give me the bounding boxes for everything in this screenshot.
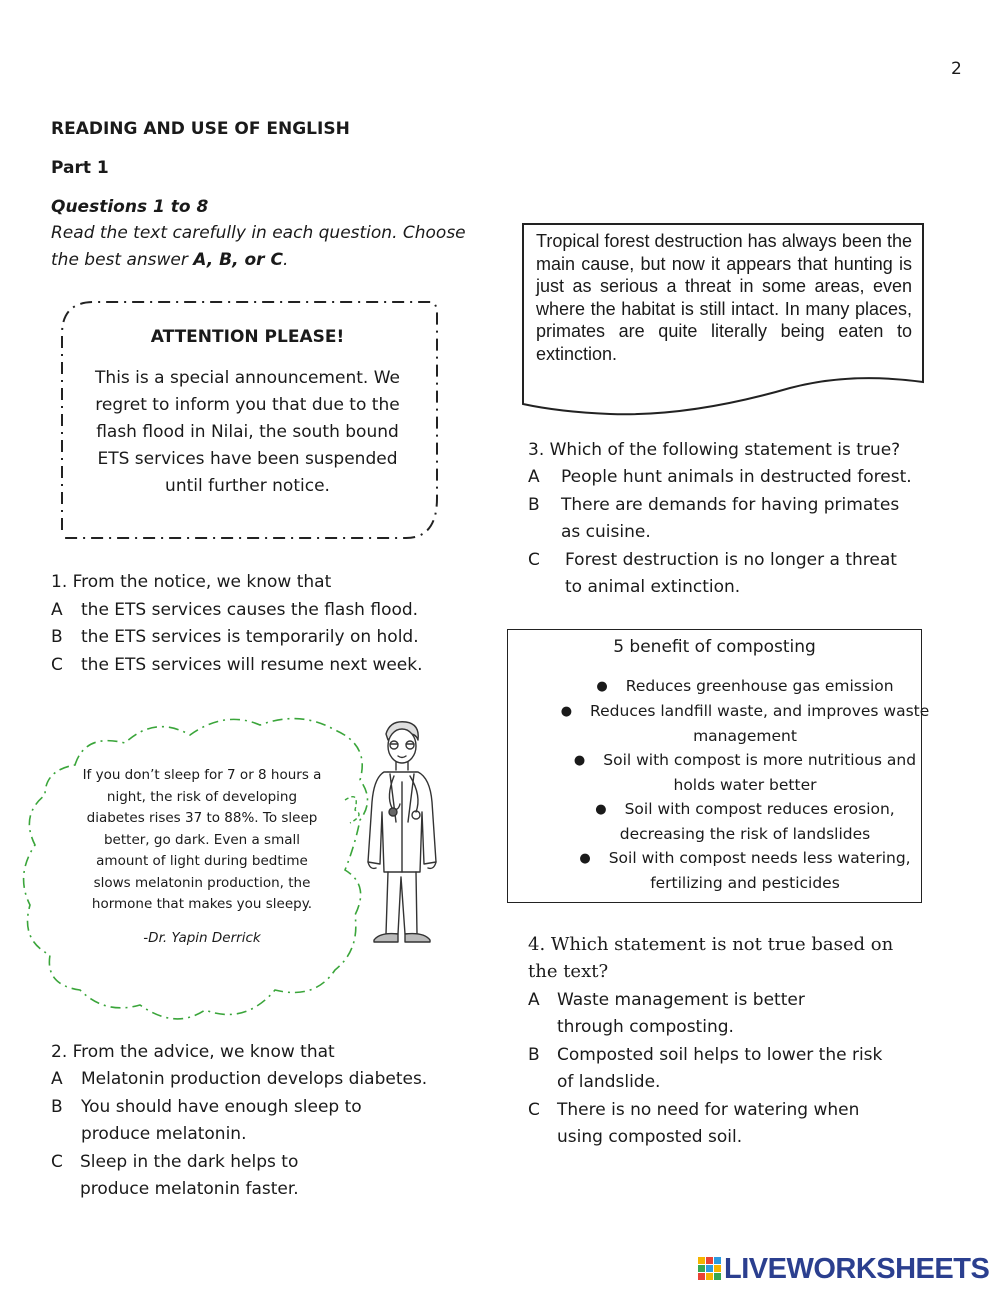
option-text: the ETS services will resume next week. xyxy=(81,655,423,675)
compost-item xyxy=(560,797,930,846)
q2-option-a[interactable] xyxy=(51,1066,451,1093)
bullet-icon: ● xyxy=(595,802,607,817)
option-text: You should have enough sleep to produce melatonin. xyxy=(81,1097,362,1144)
option-text: There is no need for watering when using composted soil. xyxy=(557,1100,860,1147)
questions-range: Questions 1 to 8 xyxy=(51,197,209,217)
bullet-icon: ● xyxy=(560,704,573,719)
compost-item xyxy=(560,699,930,748)
q1-option-b[interactable] xyxy=(51,624,451,651)
q1-option-a[interactable] xyxy=(51,597,451,624)
option-letter: C xyxy=(528,1100,540,1120)
option-text: People hunt animals in destructed forest. xyxy=(561,467,912,487)
option-text: There are demands for having primates as cuisine. xyxy=(561,495,900,542)
q1-stem: 1. From the notice, we know that xyxy=(51,572,332,592)
option-letter: B xyxy=(51,627,63,647)
liveworksheets-logo-icon xyxy=(698,1257,722,1281)
instructions-emphasis: A, B, or C xyxy=(193,250,283,270)
q3-option-a[interactable] xyxy=(528,464,928,491)
notice-body: This is a special announcement. We regret to inform you that due to the flash flood in Nilai, the south bound ETS services have been suspended until further notice. xyxy=(95,368,400,496)
option-letter: B xyxy=(528,1045,540,1065)
compost-item-text: Soil with compost needs less watering, fertilizing and pesticides xyxy=(608,849,911,892)
part-label: Part 1 xyxy=(51,158,109,178)
q3-stem: 3. Which of the following statement is true? xyxy=(528,440,901,460)
doctor-illustration xyxy=(350,712,450,952)
option-letter: A xyxy=(528,990,540,1010)
instructions-suffix: . xyxy=(282,250,289,270)
compost-item-text: Reduces landfill waste, and improves waste management xyxy=(590,702,930,745)
notice-title: ATTENTION PLEASE! xyxy=(150,327,345,347)
compost-item-text: Soil with compost is more nutritious and holds water better xyxy=(603,751,917,794)
forest-text: Tropical forest destruction has always been the main cause, but now it appears that hunting is just as serious a threat in some areas, even where the habitat is still intact. In many places, primates are quite literally being eaten to extinction. xyxy=(536,231,912,364)
option-text: Melatonin production develops diabetes. xyxy=(81,1069,428,1089)
option-letter: C xyxy=(51,655,63,675)
compost-item xyxy=(560,748,930,797)
bullet-icon: ● xyxy=(579,851,591,866)
q3-option-c[interactable] xyxy=(528,547,928,601)
q3-option-b[interactable] xyxy=(528,492,928,546)
q1-option-c[interactable] xyxy=(51,652,451,679)
option-letter: B xyxy=(51,1097,63,1117)
q2-stem: 2. From the advice, we know that xyxy=(51,1042,335,1062)
q4-option-c[interactable] xyxy=(528,1097,928,1151)
option-text: Sleep in the dark helps to produce melatonin faster. xyxy=(80,1152,299,1199)
bullet-icon: ● xyxy=(573,753,586,768)
option-letter: A xyxy=(528,467,540,487)
advice-signature: -Dr. Yapin Derrick xyxy=(143,930,261,946)
option-text: the ETS services causes the flash flood. xyxy=(81,600,419,620)
option-letter: B xyxy=(528,495,540,515)
advice-body: If you don’t sleep for 7 or 8 hours a night, the risk of developing diabetes rises 37 to 88%. To sleep better, go dark. Even a small amount of light during bedtime slows melatonin production, the hormone that makes you sleepy. xyxy=(82,767,322,912)
liveworksheets-brand[interactable]: LIVEWORKSHEETS xyxy=(724,1253,990,1285)
compost-item xyxy=(560,674,930,699)
compost-item-text: Soil with compost reduces erosion, decreasing the risk of landslides xyxy=(619,800,895,843)
q4-option-b[interactable] xyxy=(528,1042,928,1096)
compost-item xyxy=(560,846,930,895)
q2-option-b[interactable] xyxy=(51,1094,451,1148)
option-text: Forest destruction is no longer a threat to animal extinction. xyxy=(565,550,897,597)
compost-item-text: Reduces greenhouse gas emission xyxy=(625,677,894,695)
option-letter: A xyxy=(51,1069,63,1089)
compost-title: 5 benefit of composting xyxy=(613,637,816,657)
q2-option-c[interactable] xyxy=(51,1149,451,1203)
instructions-prefix: Read the text carefully in each question. Choose the best answer xyxy=(51,223,466,270)
option-letter: A xyxy=(51,600,63,620)
option-text: Waste management is better through composting. xyxy=(557,990,805,1037)
option-text: the ETS services is temporarily on hold. xyxy=(81,627,419,647)
option-letter: C xyxy=(528,550,540,570)
page-number: 2 xyxy=(951,59,962,79)
compost-list xyxy=(560,674,930,895)
instructions xyxy=(51,220,471,274)
q4-option-a[interactable] xyxy=(528,987,928,1041)
bullet-icon: ● xyxy=(596,679,608,694)
option-letter: C xyxy=(51,1152,63,1172)
option-text: Composted soil helps to lower the risk of landslide. xyxy=(557,1045,883,1092)
q4-stem: 4. Which statement is not true based on the text? xyxy=(528,934,894,982)
section-title: READING AND USE OF ENGLISH xyxy=(51,119,350,139)
